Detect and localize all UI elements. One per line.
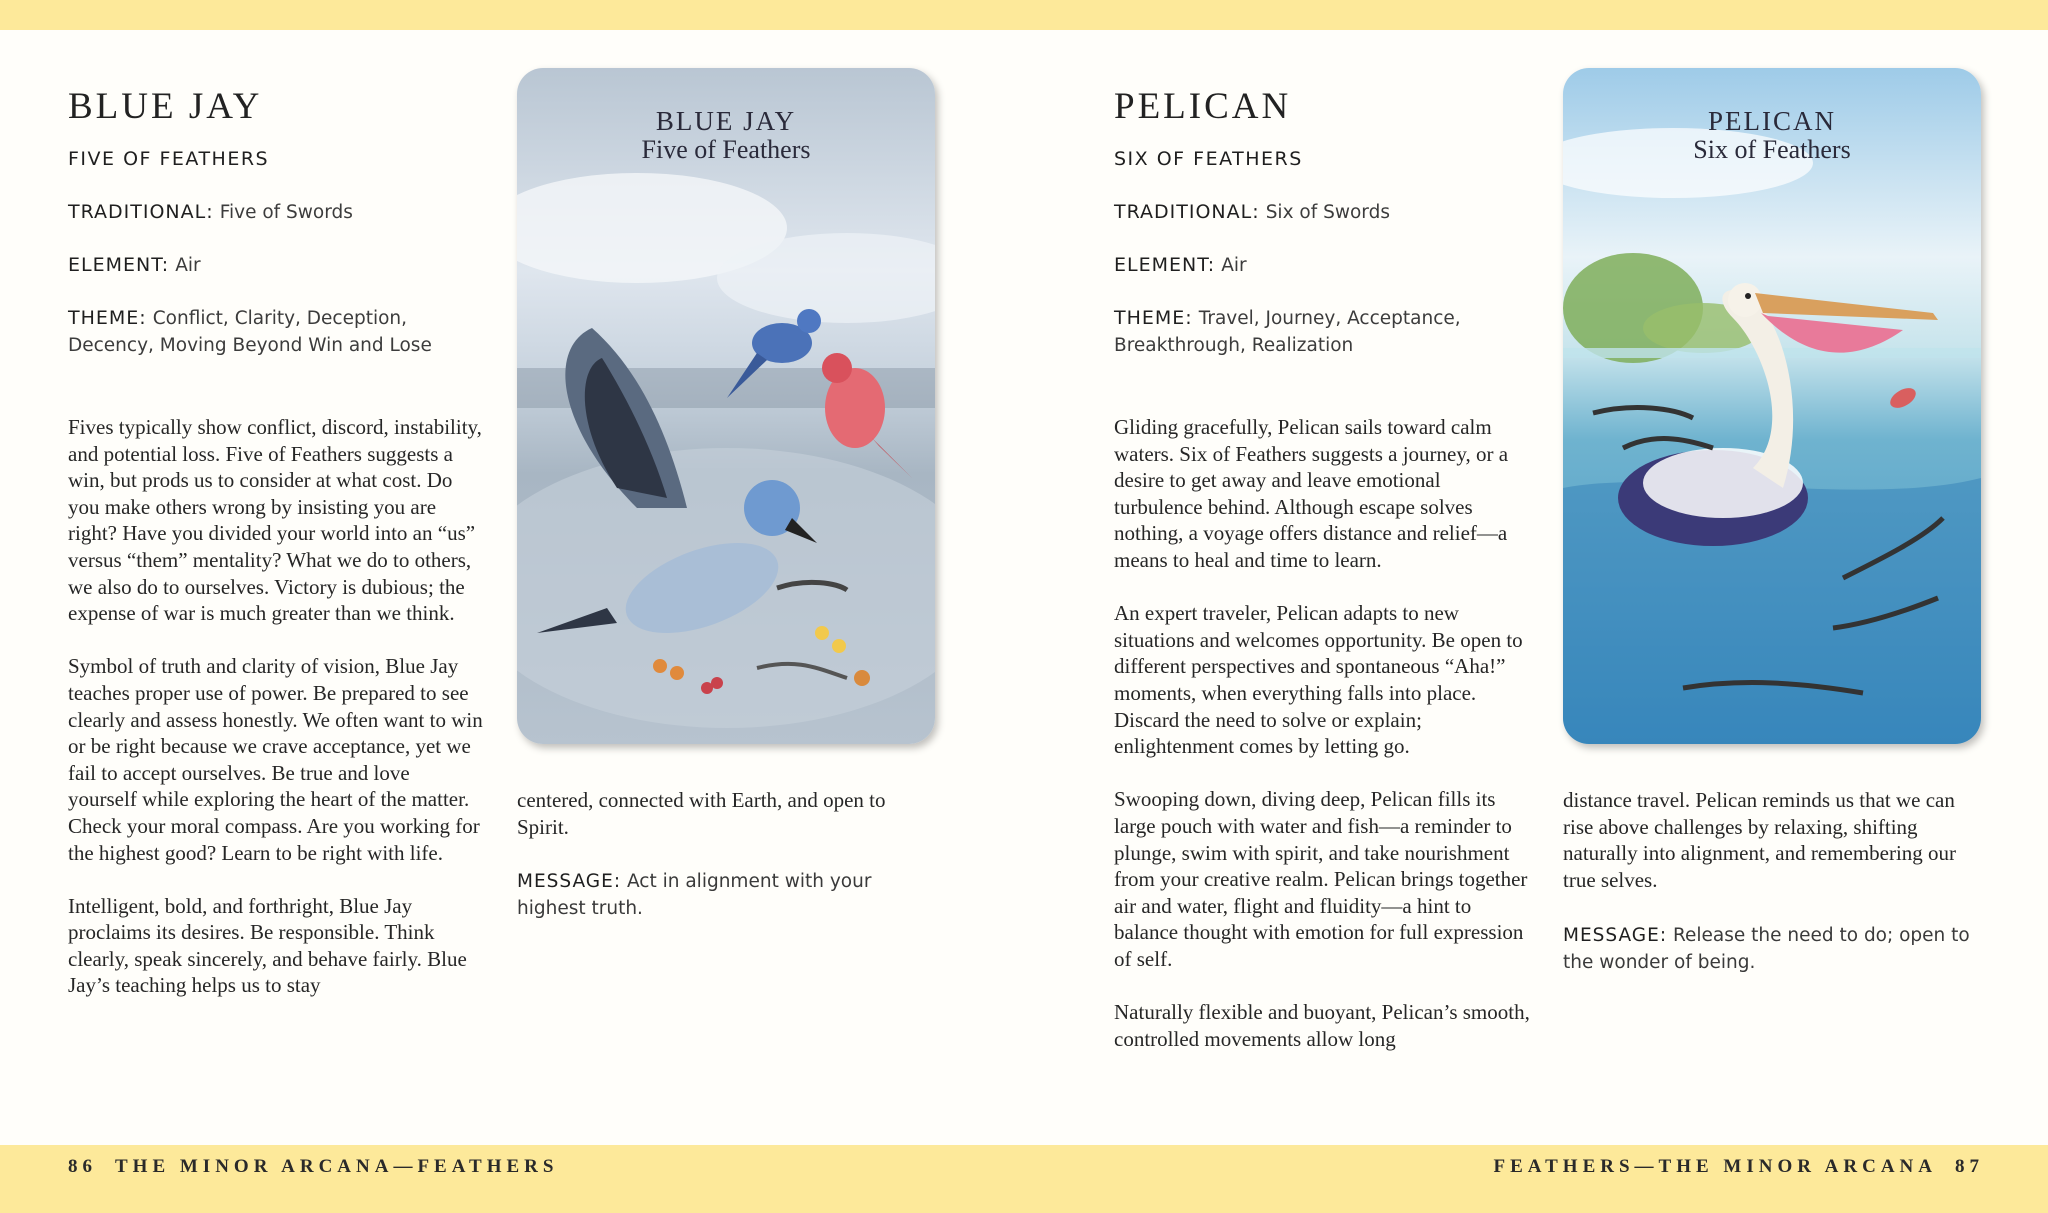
- left-paragraph-3: Intelligent, bold, and forthright, Blue Jay proclaims its desires. Be responsible. Think clearly, speak sincerely, and behave fairly. Blue Jay’s teaching helps us to stay: [68, 893, 467, 998]
- right-element: [1114, 252, 1461, 279]
- left-traditional-label: TRADITIONAL:: [68, 201, 214, 223]
- left-suit: FIVE OF FEATHERS: [68, 148, 270, 170]
- blue-jay-card-name: BLUE JAY: [655, 106, 797, 136]
- pelican-card: [1563, 68, 1981, 744]
- right-suit: SIX OF FEATHERS: [1114, 148, 1303, 170]
- blue-jay-card-suit: Five of Feathers: [641, 135, 811, 164]
- right-theme-value-2: Breakthrough, Realization: [1114, 335, 1354, 356]
- pelican-illustration: [1563, 68, 1981, 744]
- right-continuation: distance travel. Pelican reminds us that we can rise above challenges by relaxing, shifting naturally into alignment, and remembering our true selves.: [1563, 788, 1957, 892]
- blue-jay-illustration: [517, 68, 935, 744]
- right-body: [1114, 414, 1534, 1079]
- right-page-title: PELICAN: [1114, 85, 1292, 127]
- right-element-label: ELEMENT:: [1114, 254, 1216, 276]
- right-theme: [1114, 305, 1461, 359]
- pelican-card-suit: Six of Feathers: [1693, 135, 1851, 164]
- right-running-head: FEATHERS—THE MINOR ARCANA: [1493, 1156, 1937, 1177]
- left-element: [68, 252, 432, 279]
- left-meta: [68, 146, 432, 359]
- left-body: [68, 414, 483, 1026]
- left-footer: [68, 1156, 558, 1178]
- left-element-label: ELEMENT:: [68, 254, 170, 276]
- right-paragraph-4: Naturally flexible and buoyant, Pelican’s smooth, controlled movements allow long: [1114, 1000, 1530, 1051]
- right-theme-value-1: Travel, Journey, Acceptance,: [1198, 308, 1461, 329]
- left-message-value: Act in alignment with your highest truth.: [517, 871, 872, 919]
- left-paragraph-1: Fives typically show conflict, discord, instability, and potential loss. Five of Feathers suggests a win, but prods us to consider at what cost. Do you make others wrong by insisting you are right? Have you divided your world into an “us” versus “them” mentality? What we do to others, we also do to ourselves. Victory is dubious; the expense of war is much greater than we think.: [68, 415, 482, 626]
- left-element-value: Air: [175, 255, 201, 276]
- top-band: [0, 0, 2048, 30]
- right-paragraph-3: Swooping down, diving deep, Pelican fills its large pouch with water and fish—a reminder to plunge, swim with spirit, and take nourishment from your creative realm. Pelican brings together air and water, flight and fluidity—a hint to balance thought with emotion for full expression of self.: [1114, 787, 1528, 971]
- right-footer: [1494, 1156, 1984, 1178]
- right-paragraph-2: An expert traveler, Pelican adapts to new situations and welcomes opportunity. Be open to different perspectives and spontaneous “Aha!” moments, when everything falls into place. Discard the need to solve or explain; enlightenment comes by letting go.: [1114, 601, 1523, 759]
- left-paragraph-2: Symbol of truth and clarity of vision, Blue Jay teaches proper use of power. Be prepared to see clearly and assess honestly. We often want to win or be right because we crave acceptance, yet we fail to accept ourselves. Be true and love yourself while exploring the heart of the matter. Check your moral compass. Are you working for the highest good? Learn to be right with life.: [68, 654, 483, 865]
- left-traditional-value: Five of Swords: [219, 202, 353, 223]
- left-traditional: [68, 199, 432, 226]
- left-message: [517, 868, 917, 922]
- right-paragraph-1: Gliding gracefully, Pelican sails toward calm waters. Six of Feathers suggests a journey, or a desire to get away and leave emotional turbulence behind. Although escape solves nothing, a voyage offers distance and relief—a means to heal and time to learn.: [1114, 415, 1509, 572]
- right-meta: [1114, 146, 1461, 359]
- left-running-head: THE MINOR ARCANA—FEATHERS: [115, 1156, 559, 1177]
- right-message-label: MESSAGE:: [1563, 925, 1668, 946]
- left-page-title: BLUE JAY: [68, 85, 263, 127]
- left-theme-label: THEME:: [68, 307, 147, 329]
- right-element-value: Air: [1221, 255, 1247, 276]
- right-traditional-value: Six of Swords: [1265, 202, 1390, 223]
- left-message-label: MESSAGE:: [517, 871, 622, 892]
- pelican-card-name: PELICAN: [1708, 106, 1836, 136]
- right-traditional-label: TRADITIONAL:: [1114, 201, 1260, 223]
- left-theme: [68, 305, 432, 359]
- left-page-number: 86: [68, 1156, 97, 1177]
- right-page-number: 87: [1955, 1156, 1984, 1177]
- blue-jay-card-title: [517, 106, 935, 164]
- pelican-card-title: [1563, 106, 1981, 164]
- right-theme-label: THEME:: [1114, 307, 1193, 329]
- blue-jay-card: [517, 68, 935, 744]
- left-theme-value-2: Decency, Moving Beyond Win and Lose: [68, 335, 432, 356]
- right-traditional: [1114, 199, 1461, 226]
- right-message-value: Release the need to do; open to the wonder of being.: [1563, 925, 1970, 973]
- left-theme-value-1: Conflict, Clarity, Deception,: [152, 308, 408, 329]
- right-message: [1563, 922, 1983, 976]
- left-continuation: centered, connected with Earth, and open to Spirit.: [517, 788, 886, 839]
